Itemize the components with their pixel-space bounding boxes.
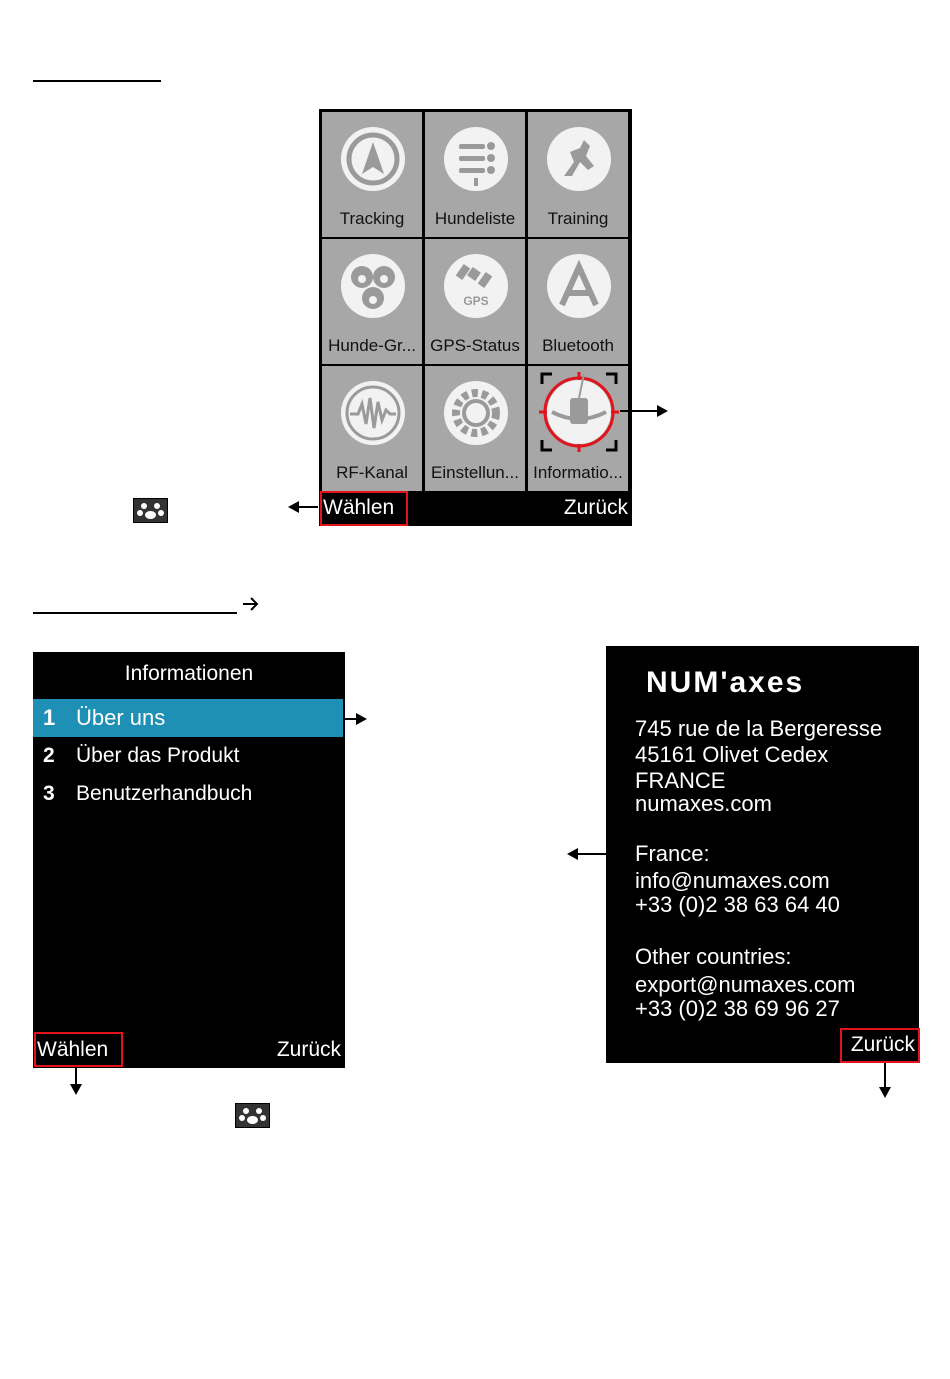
left-arrow-icon	[567, 848, 579, 860]
select-softkey[interactable]: Wählen	[37, 1038, 109, 1061]
training-dog-icon	[546, 126, 612, 192]
list-item-label: Über uns	[76, 705, 166, 730]
select-highlight-box	[320, 491, 408, 526]
website-text: numaxes.com	[635, 791, 772, 816]
tile-label: Training	[547, 209, 609, 228]
tile-label: Hundeliste	[434, 209, 516, 228]
tile-label: Bluetooth	[542, 336, 614, 355]
tile-label: GPS-Status	[430, 336, 520, 355]
down-arrow-icon	[879, 1086, 891, 1098]
list-item-number: 3	[43, 782, 55, 805]
france-phone: +33 (0)2 38 63 64 40	[635, 892, 840, 917]
section-2-heading-underline	[33, 612, 237, 614]
left-arrow-icon	[288, 501, 300, 513]
list-item-benutzerhandbuch[interactable]	[33, 776, 343, 814]
tile-training[interactable]	[528, 112, 628, 237]
select-softkey[interactable]: Wählen	[323, 496, 395, 519]
numaxes-logo: NUM'axes	[646, 666, 805, 699]
tile-label: Informatio...	[533, 463, 623, 482]
down-arrow-icon	[70, 1083, 82, 1095]
tile-label: Hunde-Gr...	[328, 336, 416, 355]
back-highlight-box	[840, 1028, 920, 1063]
section-1-heading-underline	[33, 80, 161, 82]
tile-label: Tracking	[339, 209, 405, 228]
gps-satellite-icon	[443, 253, 509, 319]
screen-title: Informationen	[124, 662, 254, 685]
right-arrow-icon	[242, 596, 260, 612]
callout-arrow-line	[620, 410, 660, 412]
callout-arrow-line	[578, 853, 606, 855]
back-softkey[interactable]: Zurück	[850, 1033, 915, 1056]
tile-einstellungen[interactable]	[425, 366, 525, 491]
about-us-screen	[606, 646, 919, 1063]
list-item-label: Benutzerhandbuch	[76, 782, 253, 805]
address-line: 745 rue de la Bergeresse	[635, 716, 883, 741]
svg-text:GPS: GPS	[463, 294, 489, 308]
tile-tracking[interactable]	[322, 112, 422, 237]
information-screen	[33, 652, 345, 1068]
bluetooth-icon	[546, 253, 612, 319]
compass-arrow-icon	[340, 126, 406, 192]
tile-rf-kanal[interactable]	[322, 366, 422, 491]
back-softkey[interactable]: Zurück	[563, 496, 628, 519]
france-email: info@numaxes.com	[635, 868, 830, 893]
other-phone: +33 (0)2 38 69 96 27	[635, 996, 840, 1021]
list-item-ueber-das-produkt[interactable]	[33, 738, 343, 776]
other-email: export@numaxes.com	[635, 972, 856, 997]
settings-gear-icon	[443, 380, 509, 446]
dog-list-icon	[443, 126, 509, 192]
tile-label: RF-Kanal	[336, 463, 408, 482]
back-softkey[interactable]: Zurück	[276, 1038, 341, 1061]
information-collar-icon	[532, 366, 626, 458]
tile-informationen[interactable]	[528, 366, 628, 491]
right-arrow-icon	[656, 405, 668, 417]
main-menu-screen	[319, 109, 632, 526]
callout-arrow-line	[884, 1063, 886, 1087]
france-label: France:	[635, 841, 710, 866]
callout-arrow-line	[298, 506, 318, 508]
right-arrow-icon	[355, 713, 367, 725]
tile-hundeliste[interactable]	[425, 112, 525, 237]
tile-gps-status[interactable]	[425, 239, 525, 364]
tile-hunde-gruppen[interactable]	[322, 239, 422, 364]
dog-group-icon	[340, 253, 406, 319]
paw-button-icon	[235, 1103, 270, 1128]
tile-label: Einstellun...	[431, 463, 519, 482]
tile-bluetooth[interactable]	[528, 239, 628, 364]
list-item-number: 2	[43, 744, 55, 767]
list-item-number: 1	[43, 705, 56, 730]
rf-wave-icon	[340, 380, 406, 446]
other-countries-label: Other countries:	[635, 944, 792, 969]
paw-button-icon	[133, 498, 168, 523]
list-item-ueber-uns[interactable]	[33, 699, 343, 737]
address-line: 45161 Olivet Cedex	[635, 742, 829, 767]
select-highlight-box	[34, 1032, 123, 1067]
list-item-label: Über das Produkt	[76, 744, 240, 767]
address-line: FRANCE	[635, 768, 726, 793]
